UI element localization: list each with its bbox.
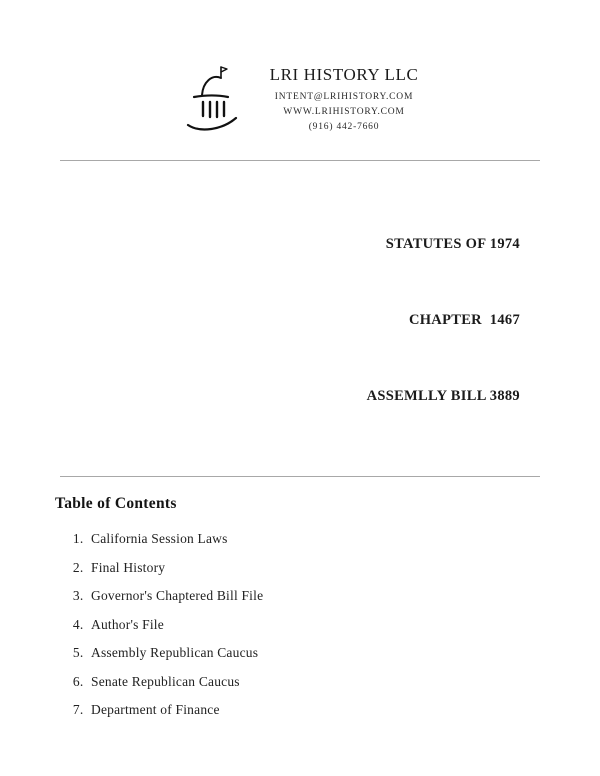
toc-list [55, 531, 600, 718]
company-phone: (916) 442-7660 [308, 121, 380, 132]
toc-item: 3. Governor's Chaptered Bill File [87, 588, 600, 604]
toc-item: 2. Final History [87, 560, 600, 576]
capitol-building-icon [182, 62, 244, 136]
statute-line-chapter: CHAPTER 1467 [408, 311, 520, 328]
company-email: INTENT@LRIHISTORY.COM [274, 92, 414, 103]
table-of-contents [0, 477, 600, 718]
company-website: WWW.LRIHISTORY.COM [283, 107, 405, 118]
toc-title: Table of Contents [55, 495, 177, 513]
toc-item: 7. Department of Finance [87, 702, 600, 718]
company-name: LRI HISTORY LLC [269, 65, 419, 85]
letterhead-text [270, 64, 419, 133]
toc-item: 1. California Session Laws [87, 531, 600, 547]
statute-line-statutes: STATUTES OF 1974 [385, 235, 520, 252]
toc-item: 5. Assembly Republican Caucus [87, 645, 600, 661]
statute-line-bill: ASSEMLLY BILL 3889 [366, 388, 520, 404]
statute-block [0, 161, 600, 460]
toc-item: 6. Senate Republican Caucus [87, 674, 600, 690]
letterhead [0, 0, 600, 136]
toc-item: 4. Author's File [87, 617, 600, 633]
